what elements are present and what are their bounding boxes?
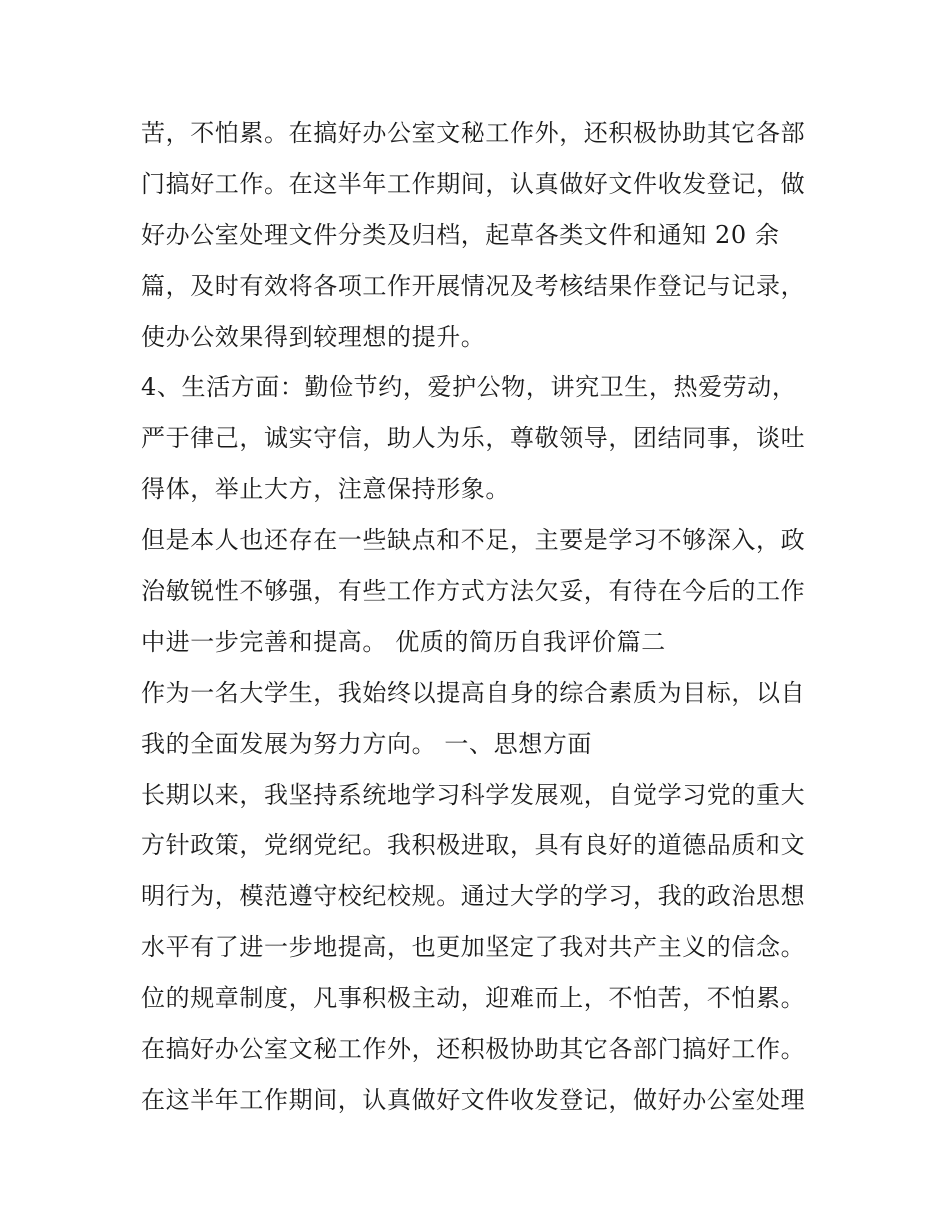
text-line: 我的全面发展为努力方向。 一、思想方面 (141, 729, 593, 758)
text-line: 严于律己，诚实守信，助人为乐，尊敬领导，团结同事，谈吐 (141, 424, 806, 453)
body-text (141, 108, 841, 1126)
text-line: 在搞好办公室文秘工作外，还积极协助其它各部门搞好工作。 (141, 1035, 806, 1064)
text-line: 方针政策，党纲党纪。我积极进取，具有良好的道德品质和文 (141, 831, 806, 860)
text-line: 但是本人也还存在一些缺点和不足，主要是学习不够深入，政 (141, 526, 806, 555)
text-line: 门搞好工作。在这半年工作期间，认真做好文件收发登记，做 (141, 169, 806, 198)
text-line: 水平有了进一步地提高，也更加坚定了我对共产主义的信念。 (141, 933, 806, 962)
text-line: 在这半年工作期间，认真做好文件收发登记，做好办公室处理 (141, 1085, 806, 1114)
text-line: 篇，及时有效将各项工作开展情况及考核结果作登记与记录， (141, 271, 806, 300)
text-line: 明行为，模范遵守校纪校规。通过大学的学习，我的政治思想 (141, 882, 806, 911)
text-line: 得体，举止大方，注意保持形象。 (141, 475, 510, 504)
text-line: 位的规章制度，凡事积极主动，迎难而上，不怕苦，不怕累。 (141, 984, 806, 1013)
text-line: 治敏锐性不够强，有些工作方式方法欠妥，有待在今后的工作 (141, 577, 806, 606)
text-line: 使办公效果得到较理想的提升。 (141, 322, 486, 351)
text-line: 苦，不怕累。在搞好办公室文秘工作外，还积极协助其它各部 (141, 119, 806, 147)
text-line: 长期以来，我坚持系统地学习科学发展观，自觉学习党的重大 (141, 780, 806, 809)
text-line: 好办公室处理文件分类及归档，起草各类文件和通知 20 余 (141, 220, 780, 249)
text-line: 作为一名大学生，我始终以提高自身的综合素质为目标，以自 (141, 678, 806, 707)
text-line: 4、生活方面：勤俭节约，爱护公物，讲究卫生，热爱劳动， (141, 373, 797, 402)
text-line: 中进一步完善和提高。 优质的简历自我评价篇二 (141, 627, 666, 656)
